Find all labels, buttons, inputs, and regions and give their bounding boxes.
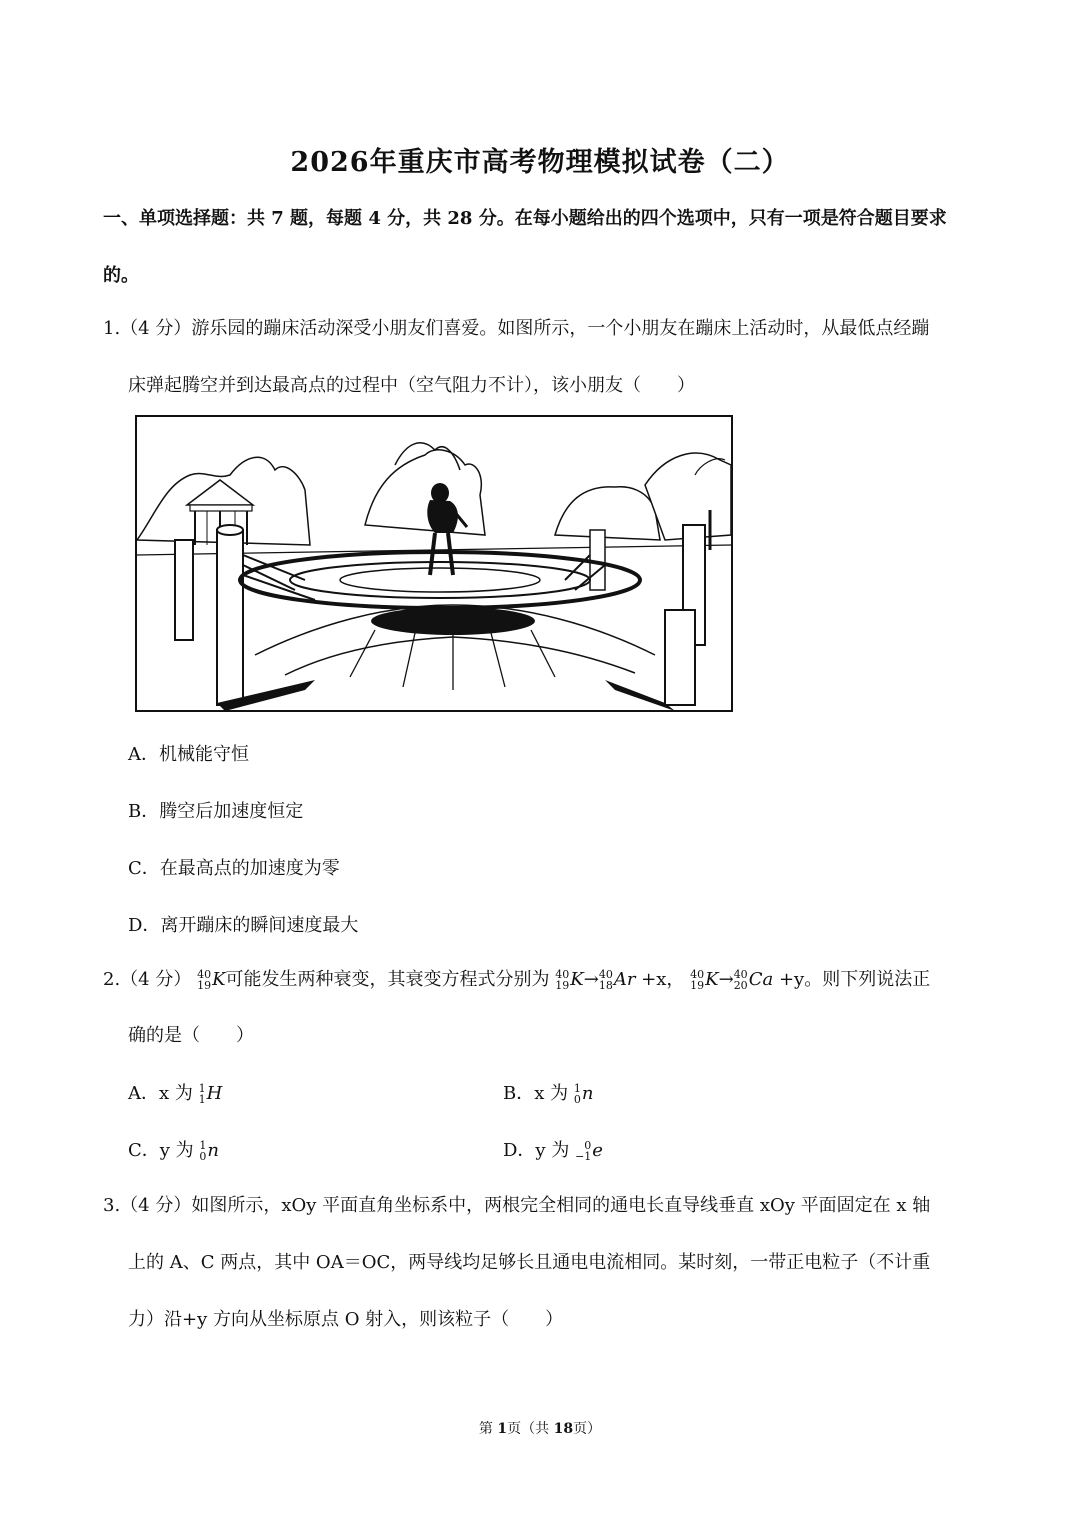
footer-middle: 页（共 (507, 1421, 554, 1437)
nuclide-n-2: 1 0 n (199, 1139, 219, 1163)
trampoline-illustration (135, 415, 733, 712)
q2-text-1: 可能发生两种衰变，其衰变方程式分别为 (225, 969, 550, 990)
question-1-stem (103, 300, 983, 414)
question-3-line2: 上的 A、C 两点，其中 OA＝OC，两导线均足够长且通电电流相同。某时刻，一带正电粒子（不计重 (128, 1252, 931, 1273)
q2-option-d-label: D．y 为 (503, 1140, 570, 1161)
arrow-2: → (718, 969, 734, 990)
arrow-1: → (583, 969, 599, 990)
question-1-line2: 床弹起腾空并到达最高点的过程中（空气阻力不计），该小朋友（ ） (128, 375, 695, 396)
q1-option-c[interactable]: C．在最高点的加速度为零 (128, 858, 340, 879)
footer-total-pages: 18 (553, 1421, 574, 1437)
section-heading-line2: 的。 (103, 265, 139, 286)
question-1-line1: 1.（4 分）游乐园的蹦床活动深受小朋友们喜爱。如图所示，一个小朋友在蹦床上活动时，从最低点经蹦 (103, 318, 930, 339)
question-2-line1 (103, 967, 1003, 993)
section-heading-line1: 一、单项选择题：共 7 题，每题 4 分，共 28 分。在每小题给出的四个选项中，只有一项是符合题目要求 (103, 208, 947, 229)
section-heading (103, 190, 983, 304)
question-3-line1: 3.（4 分）如图所示，xOy 平面直角坐标系中，两根完全相同的通电长直导线垂直 xOy 平面固定在 x 轴 (103, 1195, 931, 1216)
q2-plus-x: +x， (641, 969, 685, 990)
question-3-line3: 力）沿+y 方向从坐标原点 O 射入，则该粒子（ ） (128, 1309, 564, 1330)
page-footer (0, 1418, 1080, 1438)
nuclide-h: 1 1 H (198, 1082, 223, 1106)
question-3-stem (103, 1177, 993, 1348)
nuclide-e: 0 −1 e (575, 1139, 603, 1163)
q2-option-b[interactable] (503, 1081, 593, 1107)
q1-option-b[interactable]: B．腾空后加速度恒定 (128, 801, 304, 822)
q2-option-b-label: B．x 为 (503, 1083, 569, 1104)
nuclide-k-3: 40 19 K (690, 968, 719, 992)
q1-option-a[interactable]: A．机械能守恒 (128, 744, 249, 765)
nuclide-n: 1 0 n (573, 1082, 594, 1106)
q2-plus-y: +y。则下列说法正 (778, 969, 931, 990)
question-2-line2: 确的是（ ） (128, 1025, 254, 1046)
nuclide-ca: 40 20 Ca (733, 968, 774, 992)
footer-prefix: 第 (478, 1421, 498, 1437)
nuclide-ar: 40 18 Ar (598, 968, 636, 992)
footer-page-number: 1 (497, 1421, 508, 1437)
q2-number: 2.（4 分） (103, 969, 192, 990)
q2-option-c[interactable] (128, 1138, 219, 1164)
q2-option-c-label: C．y 为 (128, 1140, 194, 1161)
q1-option-d[interactable]: D．离开蹦床的瞬间速度最大 (128, 915, 359, 936)
q2-option-a-label: A．x 为 (128, 1083, 193, 1104)
q2-option-a[interactable] (128, 1081, 222, 1107)
q2-option-d[interactable] (503, 1138, 603, 1164)
page-title: 2026年重庆市高考物理模拟试卷（二） (290, 147, 790, 178)
nuclide-k-2: 40 19 K (555, 968, 584, 992)
nuclide-k: 40 19 K (197, 968, 226, 992)
footer-suffix: 页） (573, 1421, 602, 1437)
